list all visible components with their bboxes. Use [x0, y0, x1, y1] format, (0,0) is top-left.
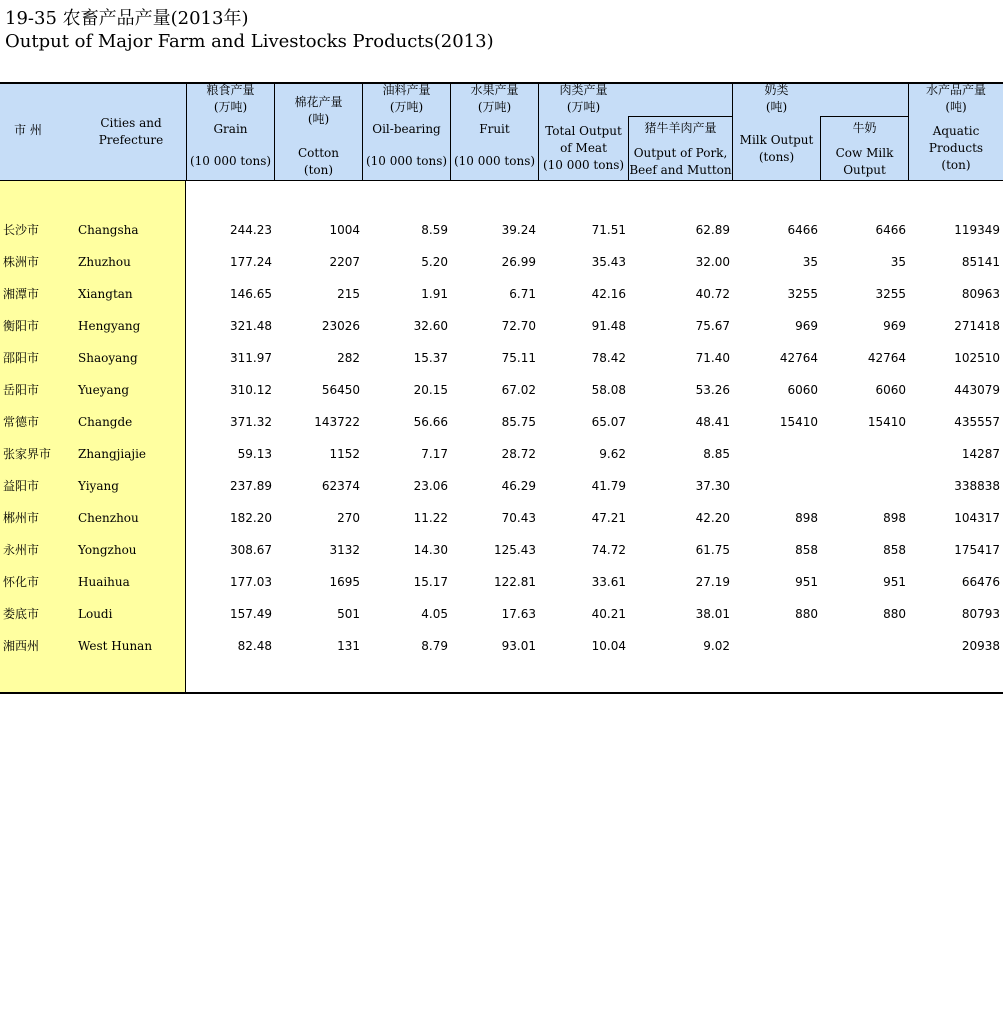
city-name-en: Huaihua: [78, 575, 130, 589]
cell-fruit: 26.99: [501, 255, 536, 269]
city-name-cn: 邵阳市: [3, 351, 40, 365]
cell-cow: 898: [883, 511, 906, 525]
cell-cow: 969: [883, 319, 906, 333]
table-row: [0, 572, 1003, 592]
cell-meat: 42.16: [591, 287, 626, 301]
cell-fruit: 70.43: [501, 511, 536, 525]
city-name-en: Chenzhou: [78, 511, 139, 525]
city-name-cn: 娄底市: [3, 607, 40, 621]
header-cow-cn: 牛奶: [852, 121, 877, 135]
header-grain-unit: (10 000 tons): [189, 154, 272, 168]
table-title-en: Output of Major Farm and Livestocks Products(2013): [5, 31, 494, 52]
city-name-en: Yongzhou: [78, 543, 137, 557]
cell-cotton: 1004: [329, 223, 360, 237]
cell-grain: 157.49: [230, 607, 272, 621]
cell-cotton: 282: [337, 351, 360, 365]
cell-pork: 42.20: [695, 511, 730, 525]
header-milk-en: Milk Output (tons): [739, 133, 814, 164]
cell-meat: 78.42: [591, 351, 626, 365]
cell-fruit: 17.63: [501, 607, 536, 621]
header-pork-cn: 猪牛羊肉产量: [644, 121, 717, 135]
cell-oil: 56.66: [413, 415, 448, 429]
cell-oil: 1.91: [421, 287, 448, 301]
cell-pork: 62.89: [695, 223, 730, 237]
cell-cow: 35: [890, 255, 906, 269]
table-row: [0, 508, 1003, 528]
table-row: [0, 252, 1003, 272]
cell-pork: 38.01: [695, 607, 730, 621]
header-cotton-cn: 棉花产量 (吨): [294, 95, 343, 126]
cell-meat: 47.21: [591, 511, 626, 525]
cell-meat: 9.62: [599, 447, 626, 461]
city-name-en: Hengyang: [78, 319, 141, 333]
table-bottom-rule: [0, 692, 1003, 694]
table-row: [0, 316, 1003, 336]
cell-aquatic: 102510: [954, 351, 1000, 365]
cell-grain: 308.67: [230, 543, 272, 557]
header-oil-cn: 油料产量 (万吨): [382, 83, 431, 114]
city-name-en: Loudi: [78, 607, 113, 621]
cell-oil: 11.22: [413, 511, 448, 525]
cell-grain: 237.89: [230, 479, 272, 493]
cell-aquatic: 20938: [961, 639, 1000, 653]
header-cow-en: Cow Milk Output: [835, 146, 894, 177]
cell-aquatic: 80793: [961, 607, 1000, 621]
cell-milk: 3255: [787, 287, 818, 301]
city-name-cn: 岳阳市: [3, 383, 40, 397]
cell-cotton: 2207: [329, 255, 360, 269]
cell-meat: 74.72: [591, 543, 626, 557]
table-row: [0, 220, 1003, 240]
cell-meat: 58.08: [591, 383, 626, 397]
cell-milk: 35: [802, 255, 818, 269]
cell-cow: 951: [883, 575, 906, 589]
cell-meat: 41.79: [591, 479, 626, 493]
header-subdivider: [820, 116, 908, 117]
cell-cotton: 501: [337, 607, 360, 621]
city-name-cn: 益阳市: [3, 479, 40, 493]
header-milk-cn: 奶类 (吨): [764, 83, 789, 114]
cell-oil: 23.06: [413, 479, 448, 493]
cell-oil: 32.60: [413, 319, 448, 333]
cell-pork: 9.02: [703, 639, 730, 653]
cell-pork: 37.30: [695, 479, 730, 493]
header-city-en: Cities and Prefecture: [98, 116, 164, 147]
cell-pork: 71.40: [695, 351, 730, 365]
cell-cotton: 56450: [321, 383, 360, 397]
cell-meat: 33.61: [591, 575, 626, 589]
cell-aquatic: 66476: [961, 575, 1000, 589]
cell-cow: 15410: [867, 415, 906, 429]
city-name-cn: 湘潭市: [3, 287, 40, 301]
cell-grain: 177.03: [230, 575, 272, 589]
cell-milk: 15410: [779, 415, 818, 429]
cell-aquatic: 443079: [954, 383, 1000, 397]
cell-cow: 858: [883, 543, 906, 557]
cell-milk: 880: [795, 607, 818, 621]
city-name-en: Changsha: [78, 223, 139, 237]
cell-milk: 951: [795, 575, 818, 589]
cell-pork: 40.72: [695, 287, 730, 301]
header-oil-en: Oil-bearing: [372, 122, 441, 136]
cell-milk: 898: [795, 511, 818, 525]
cell-fruit: 28.72: [501, 447, 536, 461]
city-name-en: Zhangjiajie: [78, 447, 147, 461]
cell-pork: 75.67: [695, 319, 730, 333]
header-grain-en: Grain: [213, 122, 248, 136]
header-meat-total: Total Output of Meat (10 000 tons): [542, 124, 625, 172]
cell-milk: 969: [795, 319, 818, 333]
city-name-cn: 张家界市: [3, 447, 52, 461]
cell-oil: 5.20: [421, 255, 448, 269]
cell-cotton: 1152: [329, 447, 360, 461]
cell-fruit: 125.43: [494, 543, 536, 557]
cell-fruit: 6.71: [509, 287, 536, 301]
table-row: [0, 284, 1003, 304]
cell-oil: 20.15: [413, 383, 448, 397]
cell-fruit: 67.02: [501, 383, 536, 397]
header-oil-unit: (10 000 tons): [365, 154, 448, 168]
header-pork-en: Output of Pork, Beef and Mutton: [629, 146, 732, 177]
cell-grain: 321.48: [230, 319, 272, 333]
cell-oil: 15.17: [413, 575, 448, 589]
header-meat-cn: 肉类产量 (万吨): [559, 83, 608, 114]
header-fruit-cn: 水果产量 (万吨): [470, 83, 519, 114]
cell-grain: 311.97: [230, 351, 272, 365]
city-name-cn: 湘西州: [3, 639, 40, 653]
city-name-cn: 长沙市: [3, 223, 40, 237]
cell-aquatic: 85141: [961, 255, 1000, 269]
cell-pork: 32.00: [695, 255, 730, 269]
cell-meat: 71.51: [591, 223, 626, 237]
cell-aquatic: 119349: [954, 223, 1000, 237]
cell-grain: 177.24: [230, 255, 272, 269]
cell-pork: 53.26: [695, 383, 730, 397]
cell-meat: 91.48: [591, 319, 626, 333]
header-fruit-en: Fruit: [479, 122, 510, 136]
cell-meat: 65.07: [591, 415, 626, 429]
city-name-en: Shaoyang: [78, 351, 138, 365]
cell-meat: 35.43: [591, 255, 626, 269]
cell-fruit: 122.81: [494, 575, 536, 589]
cell-pork: 61.75: [695, 543, 730, 557]
city-name-en: Xiangtan: [78, 287, 133, 301]
cell-aquatic: 435557: [954, 415, 1000, 429]
cell-aquatic: 104317: [954, 511, 1000, 525]
cell-milk: 6060: [787, 383, 818, 397]
header-city-cn: 市 州: [14, 123, 42, 137]
table-row: [0, 348, 1003, 368]
city-name-en: West Hunan: [78, 639, 153, 653]
cell-milk: 6466: [787, 223, 818, 237]
cell-cotton: 1695: [329, 575, 360, 589]
cell-cow: 6060: [875, 383, 906, 397]
cell-cotton: 215: [337, 287, 360, 301]
city-name-cn: 株洲市: [3, 255, 40, 269]
table-row: [0, 476, 1003, 496]
table-row: [0, 636, 1003, 656]
cell-grain: 371.32: [230, 415, 272, 429]
cell-meat: 10.04: [591, 639, 626, 653]
cell-cotton: 62374: [321, 479, 360, 493]
cell-grain: 59.13: [237, 447, 272, 461]
cell-fruit: 72.70: [501, 319, 536, 333]
cell-grain: 244.23: [230, 223, 272, 237]
city-name-cn: 永州市: [3, 543, 40, 557]
cell-fruit: 46.29: [501, 479, 536, 493]
cell-aquatic: 175417: [954, 543, 1000, 557]
cell-pork: 48.41: [695, 415, 730, 429]
header-grain-cn: 粮食产量 (万吨): [206, 83, 255, 114]
cell-cotton: 23026: [321, 319, 360, 333]
city-name-en: Yiyang: [78, 479, 119, 493]
table-row: [0, 412, 1003, 432]
cell-fruit: 39.24: [501, 223, 536, 237]
cell-grain: 310.12: [230, 383, 272, 397]
cell-cow: 6466: [875, 223, 906, 237]
cell-grain: 146.65: [230, 287, 272, 301]
header-fruit-unit: (10 000 tons): [453, 154, 536, 168]
table-title-cn: 19-35 农畜产品产量(2013年): [5, 8, 249, 29]
cell-aquatic: 14287: [961, 447, 1000, 461]
cell-fruit: 93.01: [501, 639, 536, 653]
cell-cow: 3255: [875, 287, 906, 301]
cell-fruit: 85.75: [501, 415, 536, 429]
cell-oil: 15.37: [413, 351, 448, 365]
table-row: [0, 444, 1003, 464]
header-subdivider: [628, 116, 732, 117]
cell-fruit: 75.11: [501, 351, 536, 365]
cell-milk: 42764: [779, 351, 818, 365]
city-name-cn: 衡阳市: [3, 319, 40, 333]
cell-milk: 858: [795, 543, 818, 557]
cell-oil: 4.05: [421, 607, 448, 621]
cell-pork: 27.19: [695, 575, 730, 589]
city-name-cn: 怀化市: [3, 575, 40, 589]
city-name-en: Zhuzhou: [78, 255, 131, 269]
cell-oil: 8.79: [421, 639, 448, 653]
cell-aquatic: 338838: [954, 479, 1000, 493]
header-aquatic-cn: 水产品产量 (吨): [925, 83, 986, 114]
header-cotton-en: Cotton (ton): [297, 146, 339, 177]
cell-oil: 8.59: [421, 223, 448, 237]
cell-oil: 7.17: [421, 447, 448, 461]
city-name-cn: 郴州市: [3, 511, 40, 525]
cell-grain: 182.20: [230, 511, 272, 525]
cell-pork: 8.85: [703, 447, 730, 461]
cell-cotton: 143722: [314, 415, 360, 429]
cell-cotton: 3132: [329, 543, 360, 557]
cell-oil: 14.30: [413, 543, 448, 557]
table-row: [0, 540, 1003, 560]
cell-cotton: 131: [337, 639, 360, 653]
table-row: [0, 380, 1003, 400]
city-name-en: Yueyang: [78, 383, 130, 397]
header-aquatic-en: Aquatic Products (ton): [928, 124, 984, 172]
city-name-cn: 常德市: [3, 415, 40, 429]
cell-aquatic: 271418: [954, 319, 1000, 333]
city-name-en: Changde: [78, 415, 133, 429]
cell-cotton: 270: [337, 511, 360, 525]
cell-aquatic: 80963: [961, 287, 1000, 301]
cell-grain: 82.48: [237, 639, 272, 653]
cell-cow: 880: [883, 607, 906, 621]
table-row: [0, 604, 1003, 624]
cell-meat: 40.21: [591, 607, 626, 621]
cell-cow: 42764: [867, 351, 906, 365]
